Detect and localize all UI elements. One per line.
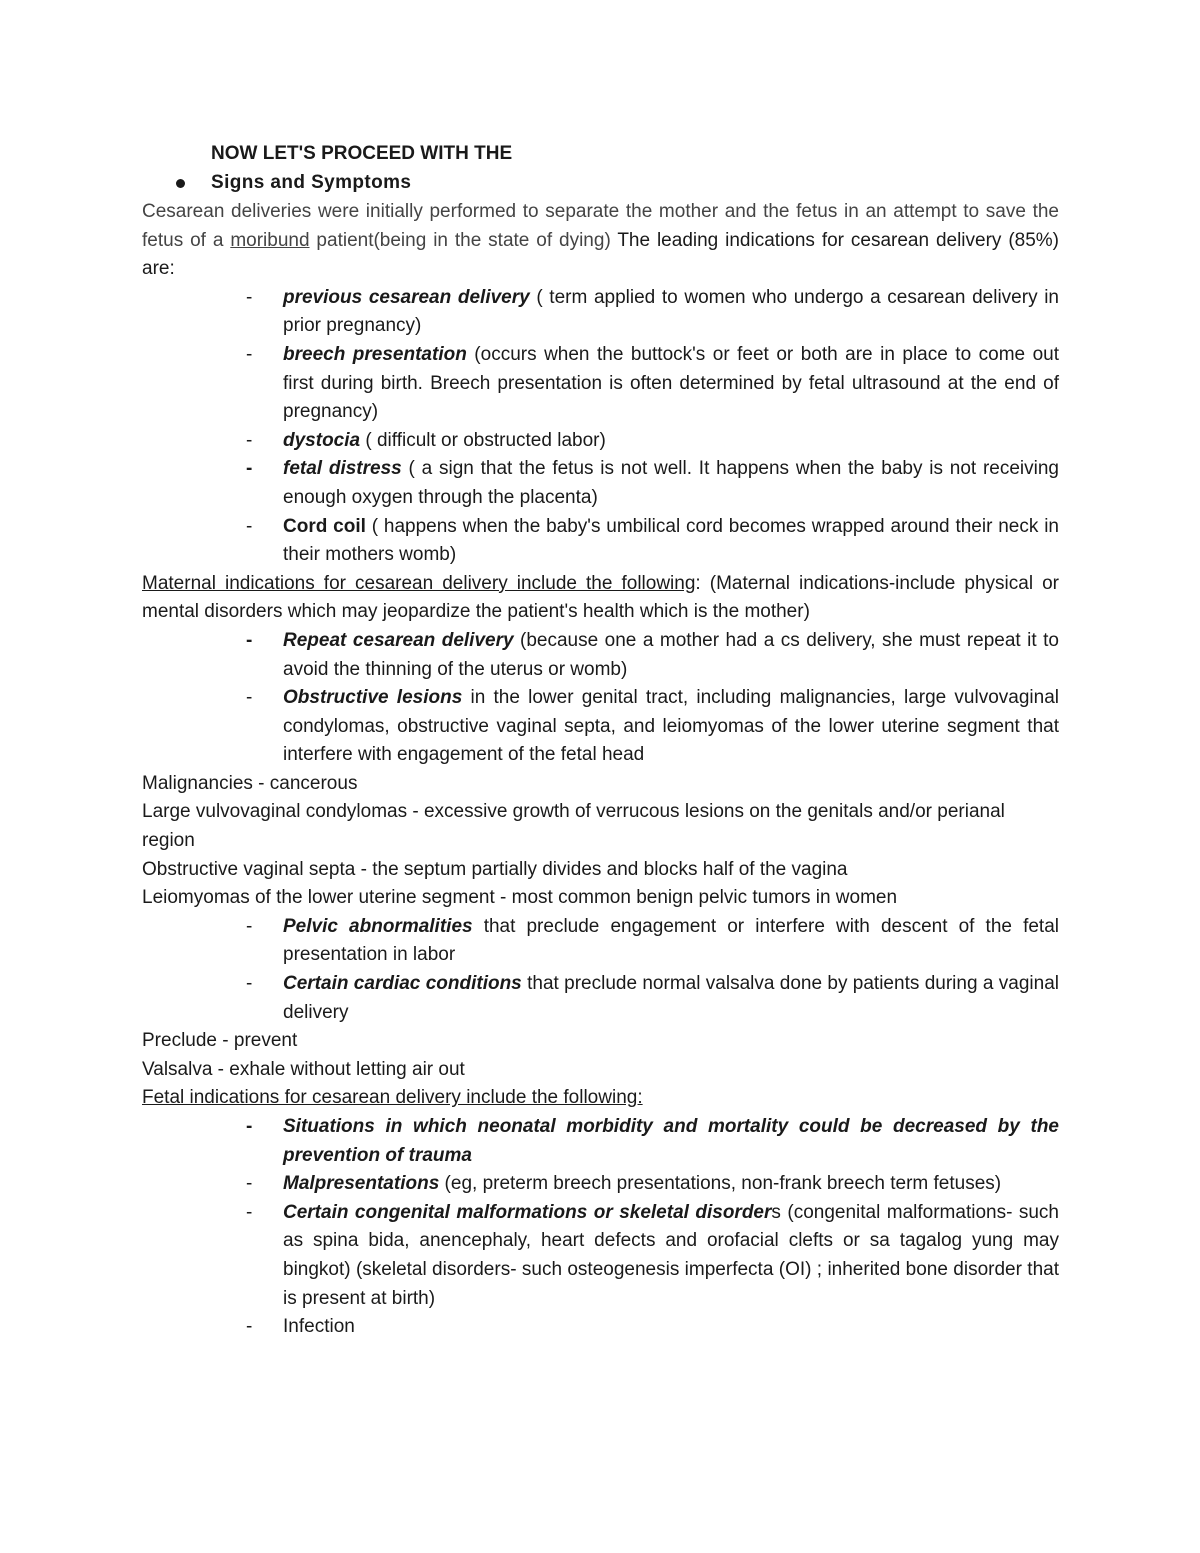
item-term: Certain congenital malformations or skeletal disorder <box>283 1201 772 1223</box>
dash-marker: - <box>246 1316 253 1338</box>
bullet-label: Signs and Symptoms <box>211 172 412 193</box>
list-item <box>142 913 1059 970</box>
list-item <box>142 1199 1059 1313</box>
list-item <box>142 684 1059 770</box>
item-term-tail: s <box>771 1201 781 1223</box>
list-item <box>142 341 1059 427</box>
definition-line: Preclude - prevent <box>142 1030 298 1052</box>
item-desc: that preclude normal valsalva done by patients during a vaginal delivery <box>283 973 1059 1023</box>
dash-marker: - <box>246 687 253 709</box>
definition-line: Leiomyomas of the lower uterine segment - most common benign pelvic tumors in women <box>142 887 898 909</box>
dash-marker: - <box>246 1201 253 1223</box>
dash-marker: - <box>246 1173 253 1195</box>
fetal-heading-underlined: Fetal indications for cesarean delivery include the following: <box>142 1087 643 1109</box>
maternal-indications-list-2 <box>142 913 1059 1027</box>
dash-marker: - <box>246 515 253 537</box>
item-term: Repeat cesarean delivery <box>283 629 514 651</box>
moribund-term: moribund <box>230 229 310 251</box>
definition-line: Valsalva - exhale without letting air out <box>142 1058 465 1080</box>
list-item <box>142 1170 1059 1199</box>
item-desc: (congenital malformations- such as spina bida, anencephaly, heart defects and orofacial clefts or sa tagalog yung may bingkot) (skeletal disorders- such osteogenesis imperfecta (OI) ; inherited bone disorder that is present at birth) <box>283 1201 1059 1309</box>
dash-marker: - <box>246 343 253 365</box>
dash-marker: - <box>246 629 253 651</box>
dash-marker: - <box>246 458 253 480</box>
dash-marker: - <box>246 973 253 995</box>
list-item <box>142 513 1059 570</box>
section-heading: NOW LET'S PROCEED WITH THE <box>211 143 513 164</box>
intro-text: Cesarean deliveries were initially performed to separate the mother and the fetus in an attempt to save the fetus of a <box>142 201 1059 251</box>
item-desc: ( a sign that the fetus is not well. It happens when the baby is not receiving enough oxygen through the placenta) <box>283 458 1059 508</box>
intro-paragraph <box>142 198 1059 284</box>
definition-line: Obstructive vaginal septa - the septum partially divides and blocks half of the vagina <box>142 858 848 880</box>
definitions-list <box>142 770 1059 913</box>
item-term: breech presentation <box>283 343 467 365</box>
dash-marker: - <box>246 915 253 937</box>
item-term: fetal distress <box>283 458 402 480</box>
item-term: previous cesarean delivery <box>283 286 530 308</box>
item-desc: ( term applied to women who undergo a cesarean delivery in prior pregnancy) <box>283 286 1059 337</box>
bullet-dot-icon <box>176 179 185 188</box>
item-desc: ( happens when the baby's umbilical cord becomes wrapped around their neck in their mothers womb) <box>283 515 1059 566</box>
fetal-heading <box>142 1084 1059 1113</box>
maternal-heading-underlined: Maternal indications for cesarean delivery include the following <box>142 572 696 594</box>
list-item <box>142 1313 1059 1342</box>
list-item <box>142 1113 1059 1170</box>
item-plain: Infection <box>283 1316 355 1338</box>
definitions-list-2 <box>142 1027 1059 1084</box>
leading-indications-list <box>142 284 1059 570</box>
maternal-indications-list <box>142 627 1059 770</box>
item-desc: (because one a mother had a cs delivery, she must repeat it to avoid the thinning of the uterus or womb) <box>283 629 1059 680</box>
item-desc: in the lower genital tract, including malignancies, large vulvovaginal condylomas, obstructive vaginal septa, and leiomyomas of the lower uterine segment that interfere with engagement of the fetal head <box>283 687 1059 766</box>
list-item <box>142 627 1059 684</box>
item-term: dystocia <box>283 429 361 451</box>
item-term: Pelvic abnormalities <box>283 915 473 937</box>
dash-marker: - <box>246 1116 253 1137</box>
item-desc: (eg, preterm breech presentations, non-frank breech term fetuses) <box>439 1173 1002 1195</box>
item-desc: ( difficult or obstructed labor) <box>360 429 606 451</box>
intro-text-3: The leading indications for cesarean delivery (85%) are: <box>142 229 1059 280</box>
item-term: Certain cardiac conditions <box>283 973 522 995</box>
dash-marker: - <box>246 286 253 308</box>
item-term: Cord coil <box>283 515 366 537</box>
document-body <box>142 198 1059 1342</box>
list-item <box>142 970 1059 1027</box>
list-item <box>142 455 1059 512</box>
item-term: Malpresentations <box>283 1173 440 1195</box>
list-item <box>142 427 1059 456</box>
dash-marker: - <box>246 429 253 451</box>
item-desc: that preclude engagement or interfere with descent of the fetal presentation in labor <box>283 915 1059 966</box>
item-term: Obstructive lesions <box>283 687 463 709</box>
maternal-heading <box>142 570 1059 627</box>
item-desc: (occurs when the buttock's or feet or both are in place to come out first during birth. Breech presentation is often determined by fetal ultrasound at the end of pregnancy) <box>283 343 1059 423</box>
maternal-heading-rest: : (Maternal indications-include physical or mental disorders which may jeopardize the patient's health which is the mother) <box>142 572 1060 623</box>
intro-text-2: patient(being in the state of dying) <box>309 229 618 251</box>
item-term: Situations in which neonatal morbidity and mortality could be decreased by the prevention of trauma <box>283 1116 1059 1166</box>
definition-line: Large vulvovaginal condylomas - excessive growth of verrucous lesions on the genitals and/or perianal region <box>142 801 1005 852</box>
list-item <box>142 284 1059 341</box>
definition-line: Malignancies - cancerous <box>142 772 358 794</box>
fetal-indications-list <box>142 1113 1059 1342</box>
